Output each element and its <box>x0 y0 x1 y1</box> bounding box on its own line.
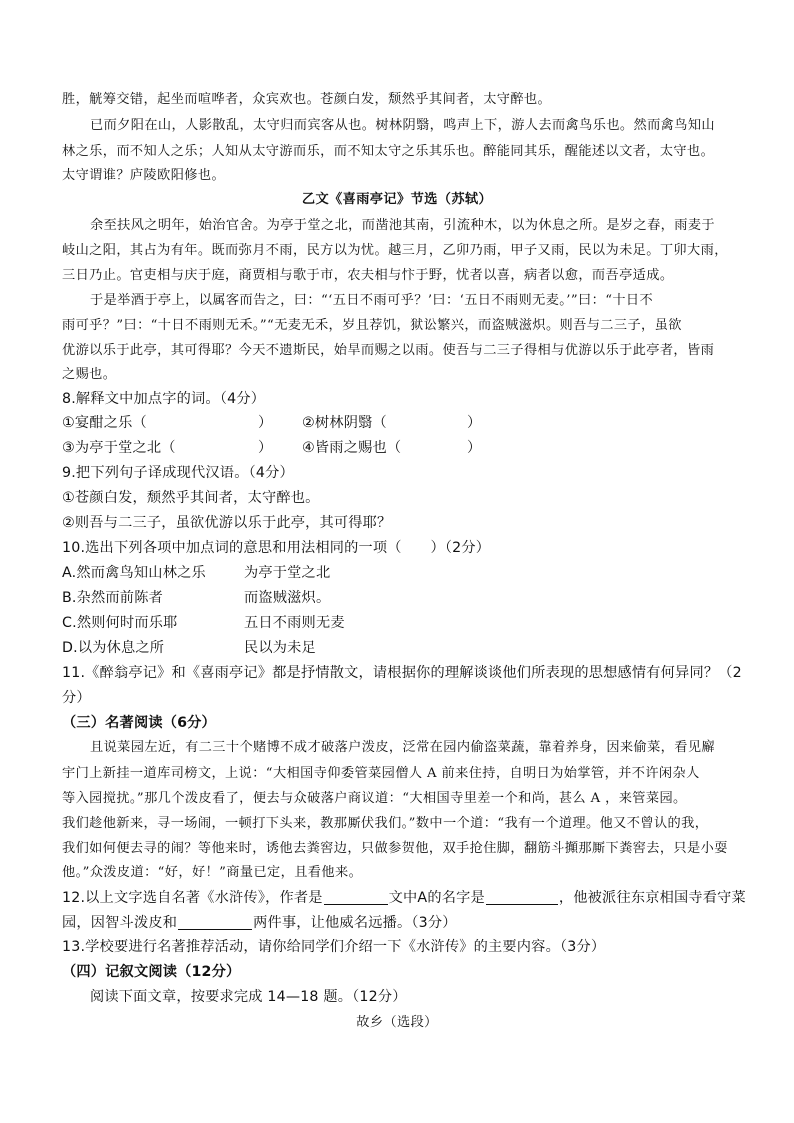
q8-item-a: ①宴酣之乐（ <box>62 415 147 431</box>
q12-text-author: 12.以上文字选自名著《水浒传》，作者是 <box>62 889 323 906</box>
q12-blank-author[interactable] <box>324 890 388 905</box>
q10-option-right: 五日不雨则无麦 <box>244 615 345 631</box>
q8-item-d-close: ） <box>467 440 482 456</box>
question-12-line-1 <box>62 890 746 905</box>
q10-option-left: B.杂然而前陈者 <box>62 590 163 606</box>
q8-item-b-close: ） <box>467 415 482 431</box>
passage-b-line: 之赐也。 <box>62 367 117 382</box>
q12-blank-name[interactable] <box>486 890 558 905</box>
q10-option-right: 而盗贼滋炽。 <box>244 590 331 606</box>
passage-b-title: 乙文《喜雨亭记》节选（苏轼） <box>301 192 493 207</box>
excerpt-line: 等入园搅扰。”那几个泼皮看了，便去与众破落户商议道：“大相国寺里差一个和尚，甚么 A ，来管菜园。 <box>62 791 687 806</box>
excerpt-line: 我们如何便去寻的闹？等他来时，诱他去粪窖边，只做参贺他，双手抢住脚，翻筋斗攧那厮下粪窖去，只是小耍 <box>62 841 728 856</box>
section-4-heading: （四）记叙文阅读（12分） <box>62 964 241 980</box>
q10-option-left: C.然则何时而乐耶 <box>62 615 178 631</box>
q12-blank-event[interactable] <box>178 915 252 930</box>
section-4-instruction: 阅读下面文章，按要求完成 14—18 题。（12分） <box>90 989 407 1005</box>
q12-text-events: 园，因智斗泼皮和 <box>62 914 178 931</box>
q12-text-end: 两件事，让他威名远播。（3分） <box>253 914 457 931</box>
q12-text-rest: ，他被派往东京相国寺看守菜 <box>558 889 746 906</box>
question-10-stem: 10.选出下列各项中加点词的意思和用法相同的一项（ ）（2分） <box>62 540 491 556</box>
q9-sentence-1: ①苍颜白发，颓然乎其间者，太守醉也。 <box>62 490 320 506</box>
passage-b-line: 优游以乐于此亭，其可得耶？今天不遗斯民，始旱而赐之以雨。使吾与二三子得相与优游以乐于此亭者，皆雨 <box>62 343 715 358</box>
q8-item-c: ③为亭于堂之北（ <box>62 440 176 456</box>
question-9-stem: 9.把下列句子译成现代汉语。（4分） <box>62 465 294 481</box>
q10-option-left: A.然而禽鸟知山林之乐 <box>62 565 206 581</box>
excerpt-line: 且说菜园左近，有二三十个赌博不成才破落户泼皮，泛常在园内偷盗菜蔬，靠着养身，因来偷菜，看见廨 <box>90 740 716 755</box>
question-12-line-2 <box>62 915 457 930</box>
question-13-stem: 13.学校要进行名著推荐活动，请你给同学们介绍一下《水浒传》的主要内容。（3分） <box>62 939 606 955</box>
passage-a-line: 林之乐，而不知人之乐；人知从太守游而乐，而不知太守之乐其乐也。醉能同其乐，醒能述以文者，太守也。 <box>62 144 715 159</box>
passage-a-line: 胜，觥筹交错，起坐而喧哗者，众宾欢也。苍颜白发，颓然乎其间者，太守醉也。 <box>62 92 552 107</box>
q10-option-left: D.以为休息之所 <box>62 640 165 656</box>
passage-a-line: 太守谓谁？庐陵欧阳修也。 <box>62 168 226 183</box>
q8-item-b: ②树林阴翳（ <box>302 415 387 431</box>
passage-b-line: 余至扶风之明年，始治官舍。为亭于堂之北，而凿池其南，引流种木，以为休息之所。是岁之春，雨麦于 <box>90 218 716 233</box>
passage-b-line: 雨可乎？”曰：“十日不雨则无禾。”“无麦无禾，岁且荐饥，狱讼繁兴，而盗贼滋炽。则吾与二三子，虽欲 <box>62 318 682 333</box>
q9-sentence-2: ②则吾与二三子，虽欲优游以乐于此亭，其可得耶？ <box>62 515 392 531</box>
question-11-stem: 11.《醉翁亭记》和《喜雨亭记》都是抒情散文，请根据你的理解谈谈他们所表现的思想感情有何异同？（2 <box>62 665 742 681</box>
q8-item-c-close: ） <box>258 440 273 456</box>
question-8-stem: 8.解释文中加点字的词。（4分） <box>62 391 266 407</box>
passage-b-line: 三日乃止。官吏相与庆于庭，商贾相与歌于市，农夫相与忭于野，忧者以喜，病者以愈，而吾亭适成。 <box>62 268 674 283</box>
passage-b-line: 岐山之阳，其占为有年。既而弥月不雨，民方以为忧。越三月，乙卯乃雨，甲子又雨，民以为未足。丁卯大雨， <box>62 243 728 258</box>
section-3-heading: （三）名著阅读（6分） <box>62 715 216 731</box>
excerpt-line: 我们趁他新来，寻一场闹，一顿打下头来，教那厮伏我们。”数中一个道：“我有一个道理。他又不曾认的我， <box>62 816 709 831</box>
excerpt-line: 他。”众泼皮道：“好，好！”商量已定，且看他来。 <box>62 865 363 880</box>
q10-option-right: 民以为未足 <box>244 640 316 656</box>
passage-b-line: 于是举酒于亭上，以属客而告之，曰：“‘五日不雨可乎？’曰：‘五日不雨则无麦。’”曰：“十日不 <box>90 293 654 308</box>
q10-option-right: 为亭于堂之北 <box>244 565 331 581</box>
excerpt-line: 宇门上新挂一道库司榜文，上说：“大相国寺仰委管菜园僧人 A 前来住持，自明日为始掌管，并不许闲杂人 <box>62 766 700 781</box>
question-11-stem-cont: 分） <box>62 690 91 706</box>
passage-a-line: 已而夕阳在山，人影散乱，太守归而宾客从也。树林阴翳，鸣声上下，游人去而禽鸟乐也。然而禽鸟知山 <box>90 118 716 133</box>
q12-text-name: 文中A的名字是 <box>388 889 485 906</box>
q8-item-a-close: ） <box>258 415 273 431</box>
q8-item-d: ④皆雨之赐也（ <box>302 440 402 456</box>
article-title: 故乡（选段） <box>356 1015 438 1030</box>
